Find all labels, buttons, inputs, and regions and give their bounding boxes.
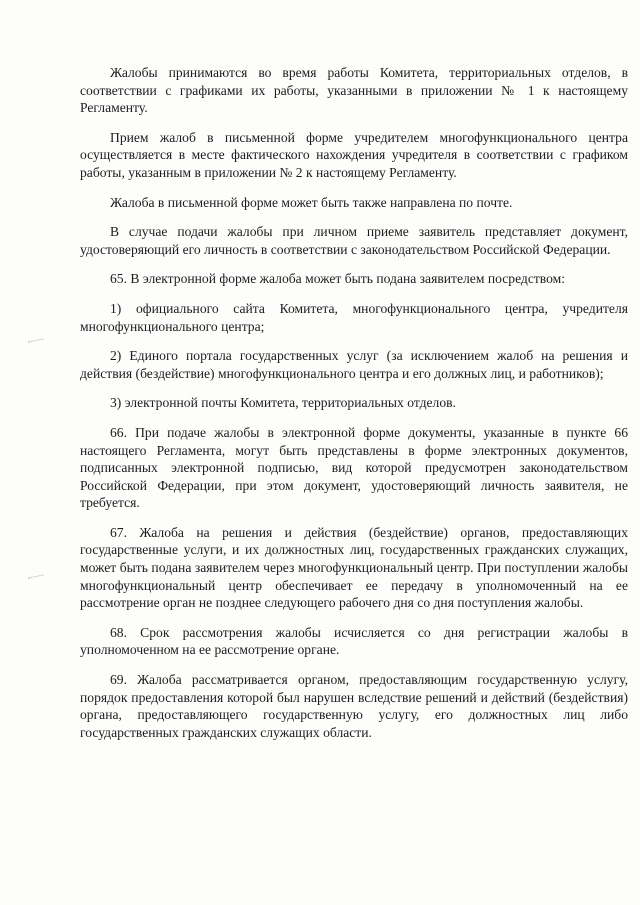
paragraph-66: 66. При подаче жалобы в электронной форме документы, указанные в пункте 66 настоящего Регламента, могут быть представлены в форме электронных документов, подписанных электронной подписью, вид которой предусмотрен законодательством Российской Федерации, при этом документ, удостоверяющий личность заявителя, не требуется. [80, 424, 628, 511]
paragraph-67: 67. Жалоба на решения и действия (бездействие) органов, предоставляющих государственные услуги, и их должностных лиц, государственных гражданских служащих, может быть подана заявителем через многофункциональный центр. При поступлении жалобы многофункциональный центр обеспечивает ее передачу в уполномоченный на ее рассмотрение орган не позднее следующего рабочего дня со дня поступления жалобы. [80, 524, 628, 611]
paragraph-personal-reception: В случае подачи жалобы при личном приеме заявитель представляет документ, удостоверяющий его личность в соответствии с законодательством Российской Федерации. [80, 224, 628, 257]
paragraph-65: 65. В электронной форме жалоба может быть подана заявителем посредством: [110, 271, 566, 287]
paragraph-postal-complaints: Жалоба в письменной форме может быть также направлена по почте. [110, 194, 513, 210]
paragraph-complaint-hours: Жалобы принимаются во время работы Комитета, территориальных отделов, в соответствии с графиками их работы, указанными в приложении № 1 к настоящему Регламенту. [80, 65, 628, 116]
paragraph-69: 69. Жалоба рассматривается органом, предоставляющим государственную услугу, порядок предоставления которой был нарушен вследствие решений и действий (бездействия) органа, предоставляющего государственную услугу, его должностных лиц либо государственных гражданских служащих области. [80, 672, 628, 740]
document-body [80, 64, 628, 753]
paragraph-65-item-1: 1) официального сайта Комитета, многофункционального центра, учредителя многофункционального центра; [80, 300, 628, 334]
paragraph-65-item-3: 3) электронной почты Комитета, территориальных отделов. [110, 395, 456, 411]
scan-mark [28, 338, 44, 345]
paragraph-65-item-2: 2) Единого портала государственных услуг (за исключением жалоб на решения и действия (бездействие) многофункционального центра и его должных лиц, и работников); [80, 348, 628, 381]
paragraph-written-complaints: Прием жалоб в письменной форме учредителем многофункционального центра осуществляется в месте фактического нахождения учредителя в соответствии с графиком работы, указанным в приложении № 2 к настоящему Регламенту. [80, 129, 628, 180]
scan-mark [28, 574, 44, 581]
paragraph-68: 68. Срок рассмотрения жалобы исчисляется со дня регистрации жалобы в уполномоченном на ее рассмотрение органе. [80, 624, 628, 658]
